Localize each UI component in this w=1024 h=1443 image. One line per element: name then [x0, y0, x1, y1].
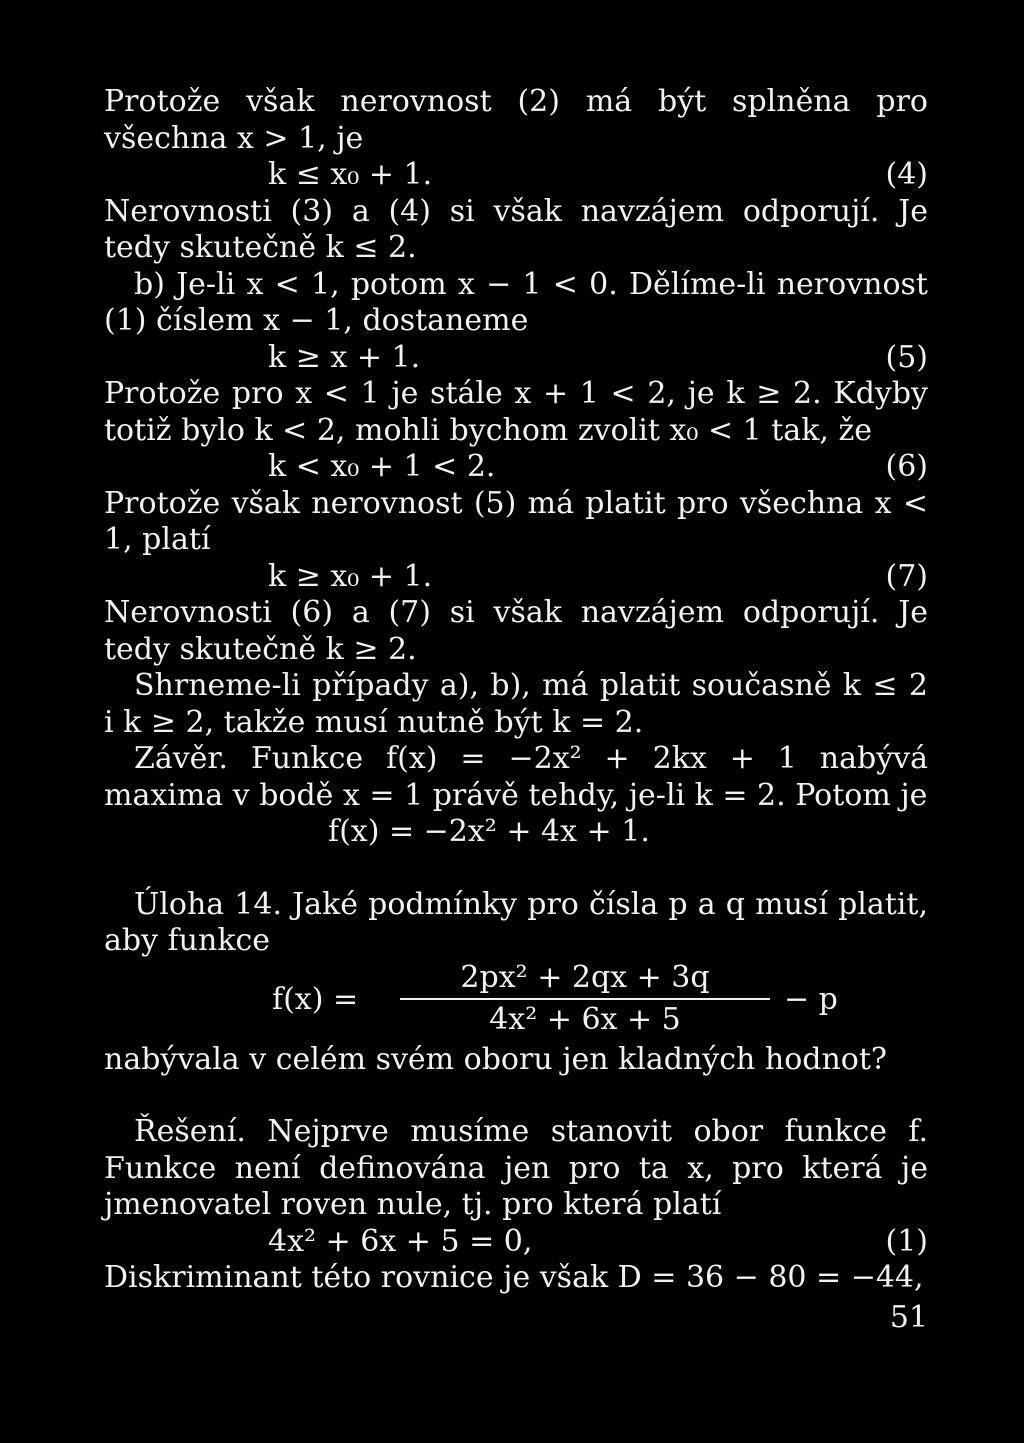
equation-6: [104, 449, 928, 486]
paragraph-text: Protože pro x < 1 je stále x + 1 < 2, je k ≥ 2. Kdyby totiž bylo k < 2, mohli bychom zvolit x₀ < 1 tak, že: [104, 376, 928, 448]
equation-number: (6): [885, 449, 928, 484]
equation-7: [104, 559, 928, 596]
solution-text: Řešení. Nejprve musíme stanovit obor funkce f. Funkce není definována jen pro ta x, pro která je jmenovatel roven nule, tj. pro která platí: [104, 1114, 928, 1222]
paragraph-text: Protože však nerovnost (2) má být splněna pro všechna x > 1, je: [104, 84, 928, 156]
page-number: 51: [889, 1300, 928, 1335]
spacer: [104, 1078, 928, 1114]
paragraph-text: Diskriminant této rovnice je však D = 36 − 80 = −44,: [104, 1260, 924, 1295]
paragraph-text: nabývala v celém svém oboru jen kladných hodnot?: [104, 1041, 888, 1077]
equation-4: [104, 157, 928, 194]
task-heading: Úloha 14. Jaké podmínky pro čísla p a q musí platit, aby funkce: [104, 886, 928, 958]
fraction: [400, 960, 770, 1039]
equation-lhs: f(x) =: [272, 981, 359, 1017]
equation-number: (4): [885, 157, 928, 192]
equation-body: k ≥ x₀ + 1.: [268, 558, 433, 594]
equation-body: k ≤ x₀ + 1.: [268, 157, 433, 192]
equation-number: (1): [885, 1223, 928, 1259]
paragraph-text: Nerovnosti (3) a (4) si však navzájem odporují. Je tedy skutečně k ≤ 2.: [104, 193, 928, 265]
equation-final: [104, 814, 928, 851]
equation-body: k ≥ x + 1.: [268, 339, 421, 375]
paragraph-text: Nerovnosti (6) a (7) si však navzájem odporují. Je tedy skutečně k ≥ 2.: [104, 595, 928, 667]
fraction-equation: [104, 960, 928, 1042]
equation-rhs: − p: [784, 981, 838, 1017]
spacer: [104, 851, 928, 887]
paragraph-text: Závěr. Funkce f(x) = −2x² + 2kx + 1 nabývá maxima v bodě x = 1 právě tehdy, je-li k = 2. Potom je: [104, 741, 928, 813]
fraction-denominator: 4x² + 6x + 5: [489, 1002, 681, 1037]
equation-5: [104, 340, 928, 377]
page-content: [104, 84, 928, 1297]
paragraph-text: Protože však nerovnost (5) má platit pro všechna x < 1, platí: [104, 485, 928, 557]
equation-body: 4x² + 6x + 5 = 0,: [268, 1223, 533, 1259]
paragraph-text: Shrneme-li případy a), b), má platit současně k ≤ 2 i k ≥ 2, takže musí nutně být k = 2.: [104, 668, 928, 740]
paragraph-text: b) Je-li x < 1, potom x − 1 < 0. Dělíme-li nerovnost (1) číslem x − 1, dostaneme: [104, 266, 928, 338]
equation-number: (7): [885, 558, 928, 594]
equation-number: (5): [885, 339, 928, 375]
equation-body: k < x₀ + 1 < 2.: [268, 449, 496, 484]
equation-body: f(x) = −2x² + 4x + 1.: [328, 814, 650, 849]
equation-1: [104, 1224, 928, 1261]
fraction-numerator: 2px² + 2qx + 3q: [400, 960, 770, 1001]
